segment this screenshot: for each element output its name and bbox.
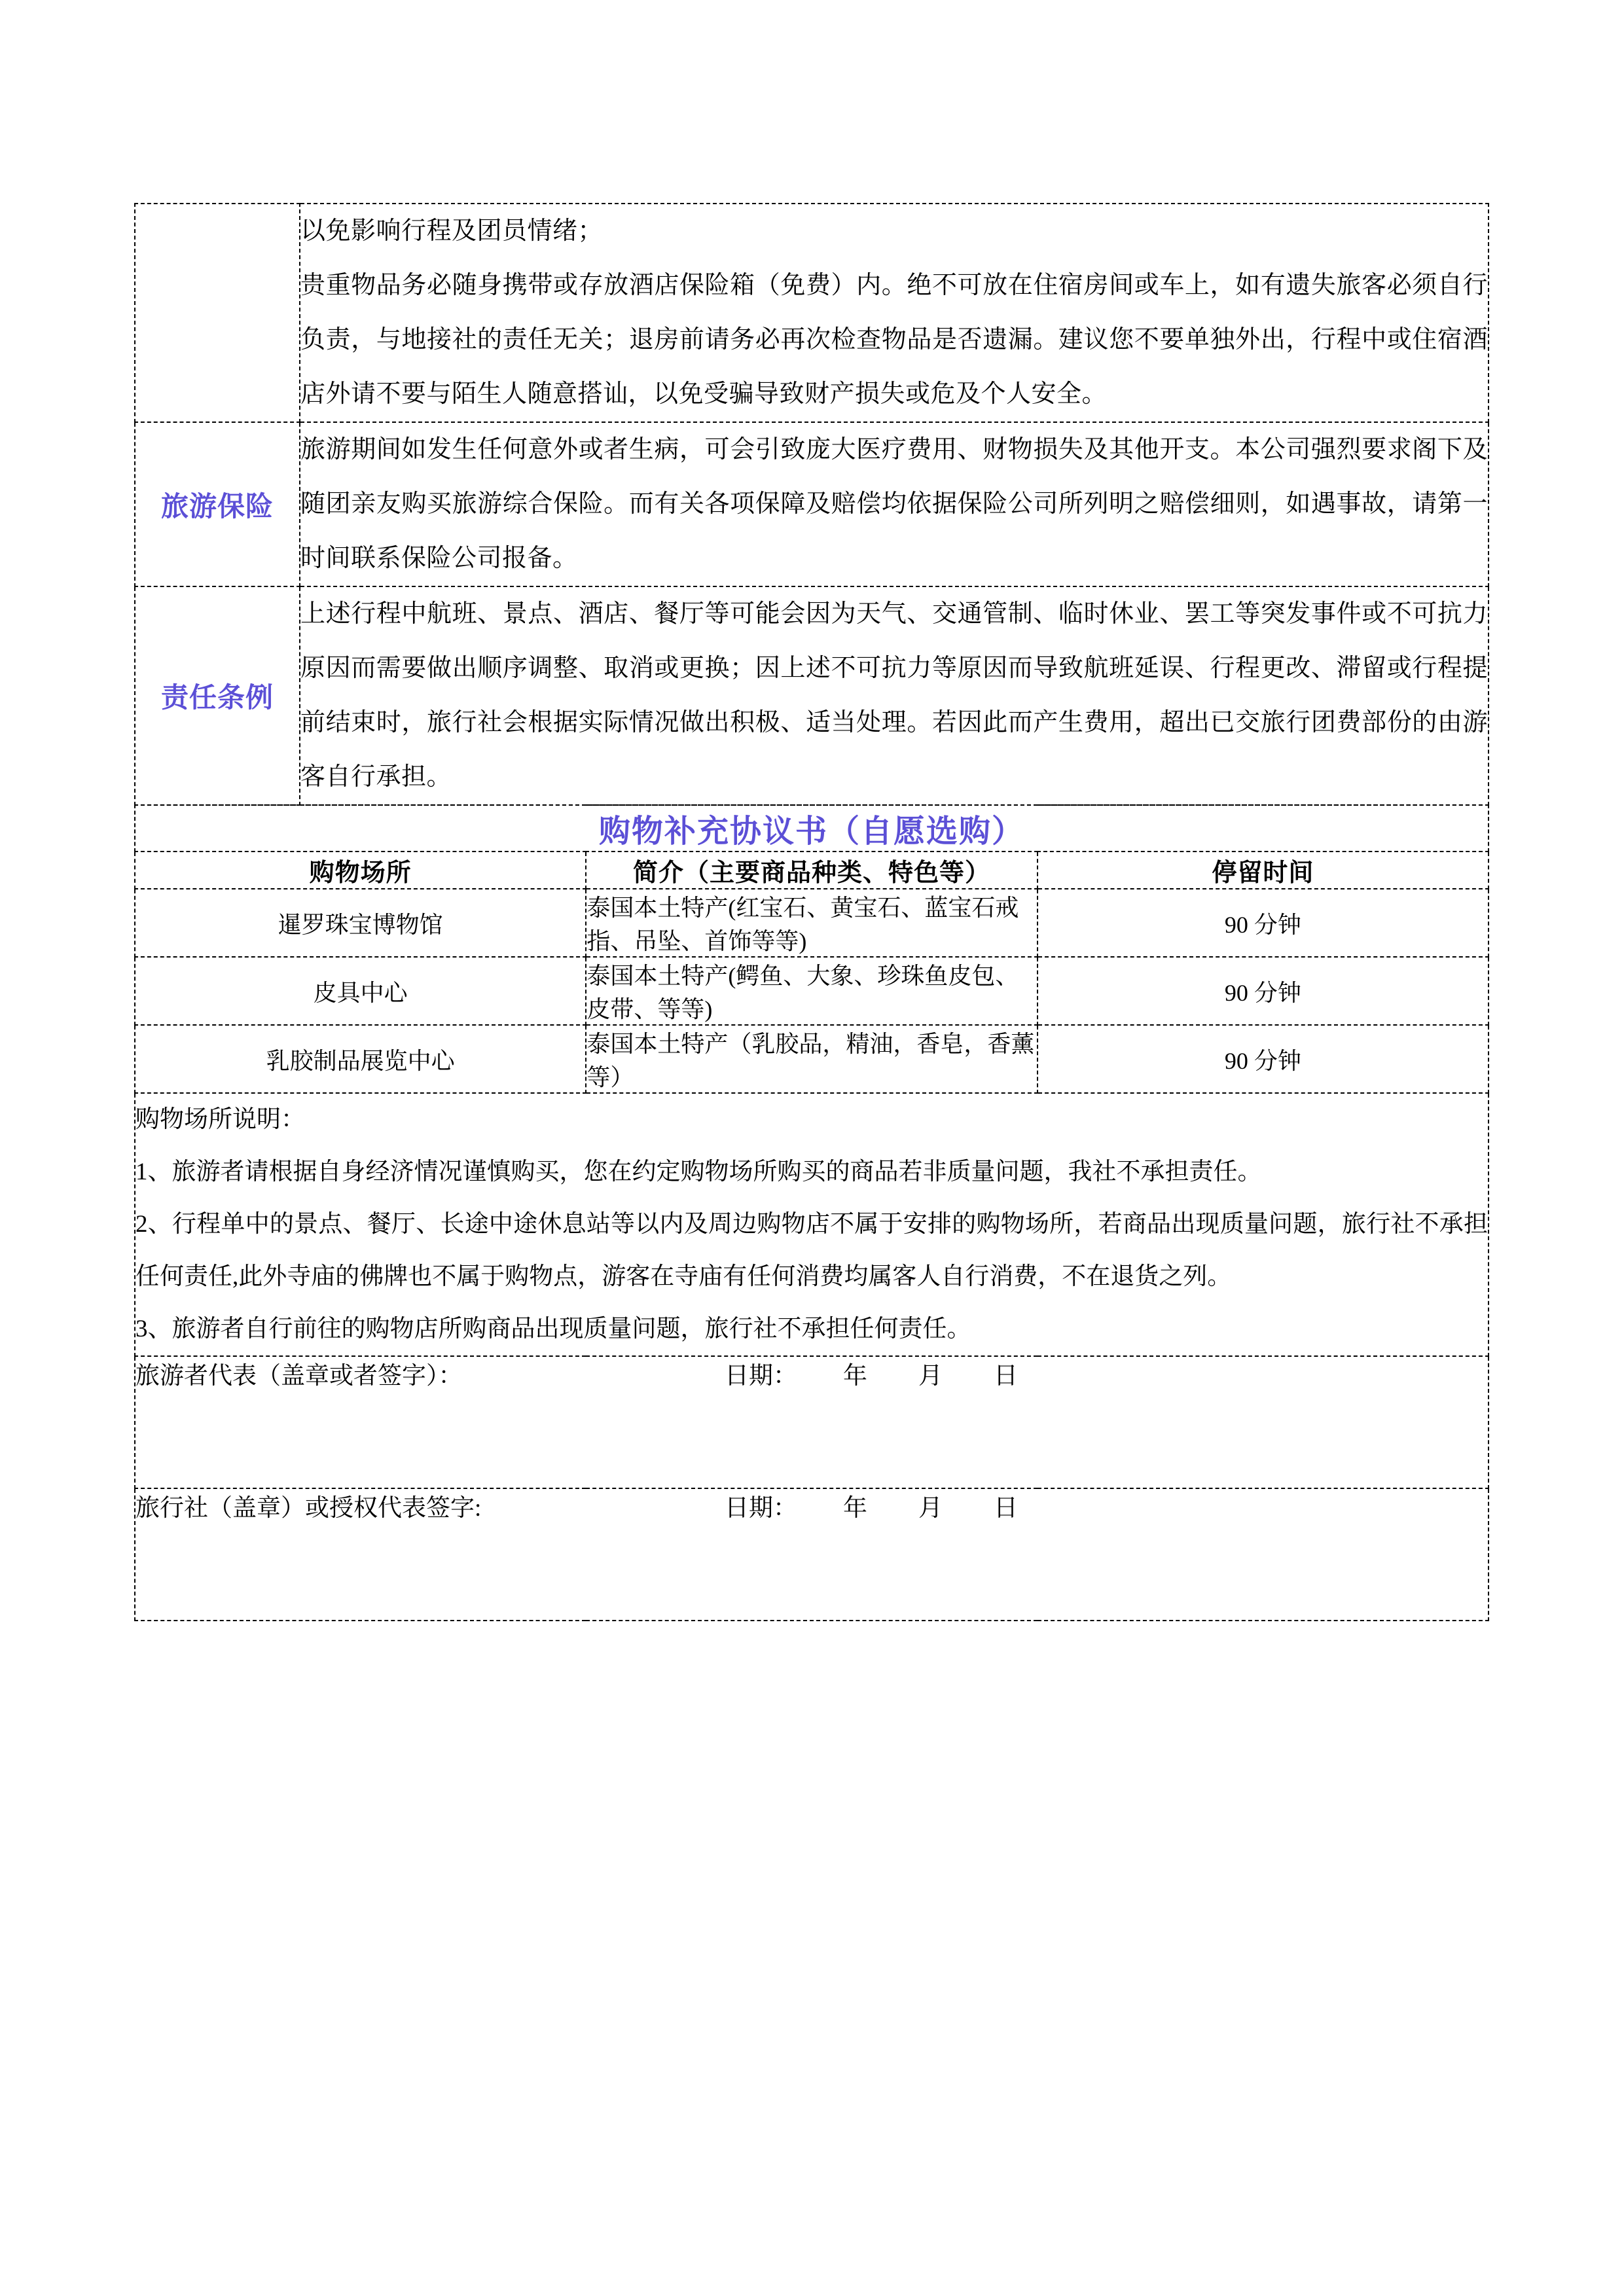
shopping-header-duration: 停留时间	[1038, 852, 1489, 889]
liability-terms-paragraph: 上述行程中航班、景点、酒店、餐厅等可能会因为天气、交通管制、临时休业、罢工等突发事件或不可抗力原因而需要做出顺序调整、取消或更换；因上述不可抗力等原因而导致航班延误、行程更改、滞留或行程提前结束时，旅行社会根据实际情况做出积极、适当处理。若因此而产生费用，超出已交旅行团费部份的由游客自行承担。	[300, 600, 1488, 791]
traveller-date-label: 日期：	[725, 1363, 797, 1390]
shopping-notes-cell	[135, 1093, 1489, 1356]
signature-row-traveller	[135, 1356, 1489, 1488]
table-row	[135, 957, 1489, 1025]
safety-notes-label-cell	[135, 204, 300, 422]
travel-insurance-body-cell	[300, 422, 1489, 586]
shop-duration: 90 分钟	[1038, 1025, 1489, 1093]
safety-note-paragraph-2: 贵重物品务必随身携带或存放酒店保险箱（免费）内。绝不可放在住宿房间或车上，如有遗失旅客必须自行负责，与地接社的责任无关；退房前请务必再次检查物品是否遗漏。建议您不要单独外出，行程中或住宿酒店外请不要与陌生人随意搭讪，以免受骗导致财产损失或危及个人安全。	[300, 272, 1488, 408]
safety-notes-body-cell	[300, 204, 1489, 422]
shop-description: 泰国本土特产(红宝石、黄宝石、蓝宝石戒指、吊坠、首饰等等)	[586, 889, 1037, 957]
shop-venue-name: 暹罗珠宝博物馆	[135, 889, 586, 957]
liability-terms-body-cell	[300, 586, 1489, 805]
agency-date-day: 日	[994, 1495, 1018, 1522]
signature-row-agency	[135, 1488, 1489, 1621]
table-row-safety-notes	[135, 204, 1489, 422]
shopping-note-2: 2、行程单中的景点、餐厅、长途中途休息站等以内及周边购物店不属于安排的购物场所，若商品出现质量问题，旅行社不承担任何责任,此外寺庙的佛牌也不属于购物点，游客在寺庙有任何消费均属客人自行消费，不在退货之列。	[135, 1211, 1488, 1290]
shopping-notes-heading: 购物场所说明：	[135, 1106, 305, 1133]
terms-table	[134, 203, 1489, 806]
shop-duration: 90 分钟	[1038, 889, 1489, 957]
shop-venue-name: 皮具中心	[135, 957, 586, 1025]
travel-insurance-label: 旅游保险	[135, 422, 300, 586]
shopping-note-3: 3、旅游者自行前往的购物店所购商品出现质量问题，旅行社不承担任何责任。	[135, 1316, 971, 1342]
shopping-header-description: 简介（主要商品种类、特色等）	[586, 852, 1037, 889]
agreement-title-row	[135, 805, 1489, 852]
agreement-title-cell	[135, 805, 1489, 852]
traveller-signature-cell[interactable]	[135, 1356, 1489, 1488]
travel-insurance-paragraph: 旅游期间如发生任何意外或者生病，可会引致庞大医疗费用、财物损失及其他开支。本公司强烈要求阁下及随团亲友购买旅游综合保险。而有关各项保障及赔偿均依据保险公司所列明之赔偿细则，如遇事故，请第一时间联系保险公司报备。	[300, 436, 1488, 572]
agency-date-label: 日期：	[725, 1495, 797, 1522]
table-row-liability-terms	[135, 586, 1489, 805]
liability-terms-label: 责任条例	[135, 586, 300, 805]
table-row	[135, 1025, 1489, 1093]
shop-description: 泰国本土特产(鳄鱼、大象、珍珠鱼皮包、皮带、等等)	[586, 957, 1037, 1025]
shop-description: 泰国本土特产（乳胶品，精油，香皂，香薰等）	[586, 1025, 1037, 1093]
shopping-note-1: 1、旅游者请根据自身经济情况谨慎购买，您在约定购物场所购买的商品若非质量问题，我社不承担责任。	[135, 1158, 1262, 1185]
traveller-date-month: 月	[918, 1363, 943, 1390]
safety-note-paragraph-1: 以免影响行程及团员情绪；	[300, 217, 604, 245]
traveller-signature-label: 旅游者代表（盖章或者签字）：	[135, 1363, 463, 1390]
agreement-title: 购物补充协议书（自愿选购）	[598, 814, 1024, 849]
agency-signature-cell[interactable]	[135, 1488, 1489, 1621]
shopping-table-header-row	[135, 852, 1489, 889]
shopping-header-venue: 购物场所	[135, 852, 586, 889]
agency-signature-label: 旅行社（盖章）或授权代表签字:	[135, 1495, 482, 1522]
shop-duration: 90 分钟	[1038, 957, 1489, 1025]
table-row	[135, 889, 1489, 957]
traveller-date-day: 日	[994, 1363, 1018, 1390]
shopping-agreement-table	[134, 804, 1489, 1621]
table-row-travel-insurance	[135, 422, 1489, 586]
shop-venue-name: 乳胶制品展览中心	[135, 1025, 586, 1093]
agency-date-year: 年	[843, 1495, 867, 1522]
traveller-date-year: 年	[843, 1363, 867, 1390]
agency-date-month: 月	[918, 1495, 943, 1522]
shopping-notes-row	[135, 1093, 1489, 1356]
